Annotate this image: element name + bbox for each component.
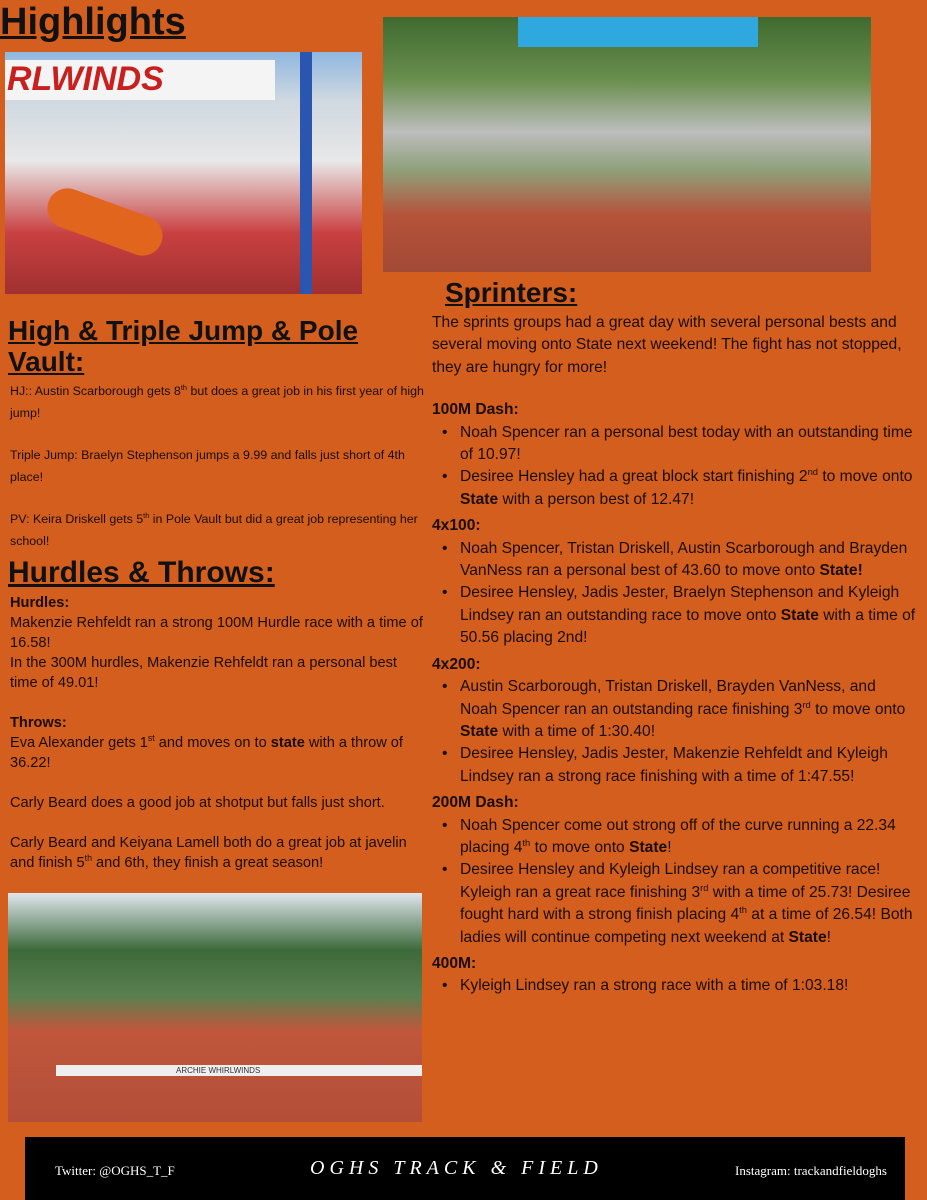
- page-title: Highlights: [0, 1, 186, 43]
- text-segment: st: [147, 732, 155, 743]
- text-segment: and moves on to: [154, 734, 271, 751]
- text-segment: Desiree Hensley had a great block start finishing 2: [460, 468, 808, 486]
- result-list: [432, 676, 917, 788]
- section-label: Hurdles:: [10, 594, 70, 611]
- text-segment: to move onto: [530, 838, 630, 856]
- left-column: [8, 316, 428, 873]
- list-item: [432, 582, 917, 649]
- text-segment: Desiree Hensley, Jadis Jester, Braelyn Stephenson and Kyleigh Lindsey ran an outstanding race to move onto: [460, 584, 900, 624]
- text-segment: State: [780, 606, 819, 624]
- text-segment: Carly Beard and Keiyana Lamell both do a great job at javelin and finish 5: [10, 834, 407, 871]
- section-label: 100M Dash:: [432, 401, 519, 419]
- text-segment: Kyleigh Lindsey ran a strong race with a time of 1:03.18!: [460, 977, 849, 995]
- text-segment: State!: [819, 562, 863, 580]
- result-list: [432, 975, 917, 997]
- text-segment: th: [143, 510, 150, 520]
- text-segment: with a person best of 12.47!: [498, 490, 695, 508]
- section-label: 400M:: [432, 954, 477, 972]
- text-segment: with a time of 25.73! Desiree fought hard with a strong finish placing 4: [460, 883, 911, 924]
- text-segment: nd: [807, 467, 818, 478]
- text-segment: Austin Scarborough, Tristan Driskell, Brayden VanNess, and Noah Spencer ran an outstanding race finishing 3: [460, 678, 876, 718]
- text-line: [10, 613, 428, 653]
- text-segment: State: [460, 490, 499, 508]
- text-segment: !: [667, 838, 672, 856]
- text-segment: Carly Beard does a good job at shotput but falls just short.: [10, 794, 385, 811]
- text-segment: with a time of 50.56 placing 2nd!: [460, 606, 916, 647]
- sprint-start-photo: [383, 17, 871, 272]
- footer: [25, 1137, 905, 1200]
- text-line: [10, 653, 428, 693]
- result-list: [432, 538, 917, 650]
- text-segment: rd: [802, 699, 811, 710]
- list-item: [432, 422, 917, 467]
- list-item: [432, 975, 917, 997]
- text-segment: rd: [700, 882, 709, 893]
- text-segment: th: [84, 852, 92, 863]
- section-label: 4x200:: [432, 655, 481, 673]
- jumps-text: [8, 380, 428, 552]
- text-segment: Desiree Hensley, Jadis Jester, Makenzie Rehfeldt and Kyleigh Lindsey ran a strong race finishing with a time of 1:47.55!: [460, 745, 888, 785]
- text-line: [10, 444, 428, 488]
- text-segment: to move onto: [818, 468, 913, 486]
- result-list: [432, 422, 917, 512]
- list-item: [432, 466, 917, 511]
- text-segment: Noah Spencer, Tristan Driskell, Austin Scarborough and Brayden VanNess ran a personal best of 43.60 to move onto: [460, 539, 908, 580]
- text-segment: Desiree Hensley and Kyleigh Lindsey ran a competitive race! Kyleigh ran a great race finishing 3: [460, 861, 881, 901]
- text-line: [10, 508, 428, 552]
- jumps-heading: High & Triple Jump & Pole Vault:: [8, 315, 359, 377]
- text-segment: In the 300M hurdles, Makenzie Rehfeldt ran a personal best time of 49.01!: [10, 654, 397, 691]
- text-segment: and 6th, they finish a great season!: [91, 854, 324, 871]
- text-segment: at a time of 26.54! Both ladies will continue competing next weekend at: [460, 906, 913, 946]
- hurdles-throws-heading: Hurdles & Throws:: [8, 555, 275, 589]
- text-line: [10, 833, 428, 873]
- section-label: Throws:: [10, 714, 67, 731]
- text-segment: HJ:: Austin Scarborough gets 8: [10, 383, 181, 398]
- list-item: [432, 538, 917, 583]
- sprinters-heading: Sprinters:: [445, 277, 578, 308]
- text-segment: Noah Spencer ran a personal best today with an outstanding time of 10.97!: [460, 423, 913, 464]
- text-segment: State: [460, 722, 499, 740]
- pole-vault-standard: [300, 52, 312, 294]
- text-segment: with a throw of 36.22!: [10, 734, 403, 771]
- sprinters-intro: The sprints groups had a great day with several personal bests and several moving onto State next weekend! The fight has not stopped, they are hungry for more!: [432, 314, 902, 376]
- instagram-handle: Instagram: trackandfieldoghs: [735, 1163, 887, 1178]
- list-item: [432, 859, 917, 949]
- text-line: [10, 380, 428, 424]
- footer-title: OGHS TRACK & FIELD: [310, 1157, 603, 1179]
- twitter-handle: Twitter: @OGHS_T_F: [55, 1163, 175, 1178]
- list-item: [432, 676, 917, 743]
- hurdles-photo: [8, 893, 422, 1122]
- text-segment: to move onto: [810, 700, 906, 718]
- text-segment: in Pole Vault but did a great job representing her school!: [10, 511, 418, 548]
- text-segment: Makenzie Rehfeldt ran a strong 100M Hurdle race with a time of 16.58!: [10, 614, 423, 651]
- text-segment: with a time of 1:30.40!: [498, 722, 656, 740]
- text-segment: State: [629, 838, 668, 856]
- text-segment: !: [826, 928, 832, 946]
- text-segment: th: [180, 382, 188, 392]
- hurdle-bar-text: ARCHIE WHIRLWINDS: [56, 1065, 422, 1076]
- text-segment: th: [522, 837, 531, 848]
- text-segment: State: [788, 928, 827, 946]
- sprinters-text: [432, 312, 917, 998]
- stadium-banner: RLWINDS: [5, 60, 275, 100]
- text-segment: Triple Jump: Braelyn Stephenson jumps a 9.99 and falls just short of 4th place!: [10, 447, 405, 484]
- text-segment: but does a great job in his first year of high jump!: [10, 383, 424, 420]
- list-item: [432, 815, 917, 860]
- text-line: [10, 793, 428, 813]
- text-segment: th: [739, 904, 747, 915]
- pole-vault-photo: [5, 52, 362, 294]
- result-list: [432, 815, 917, 949]
- hurdles-throws-text: [8, 593, 428, 873]
- section-label: 4x100:: [432, 517, 481, 535]
- vaulter-figure: [42, 183, 168, 262]
- text-segment: PV: Keira Driskell gets 5: [10, 511, 144, 526]
- text-segment: Eva Alexander gets 1: [10, 734, 148, 751]
- section-label: 200M Dash:: [432, 794, 519, 812]
- list-item: [432, 743, 917, 788]
- sprint-sections: [432, 399, 917, 998]
- text-segment: state: [270, 734, 305, 751]
- text-segment: Noah Spencer come out strong off of the curve running a 22.34 placing 4: [460, 816, 896, 856]
- text-line: [10, 733, 428, 773]
- canopy-tent: [518, 17, 758, 47]
